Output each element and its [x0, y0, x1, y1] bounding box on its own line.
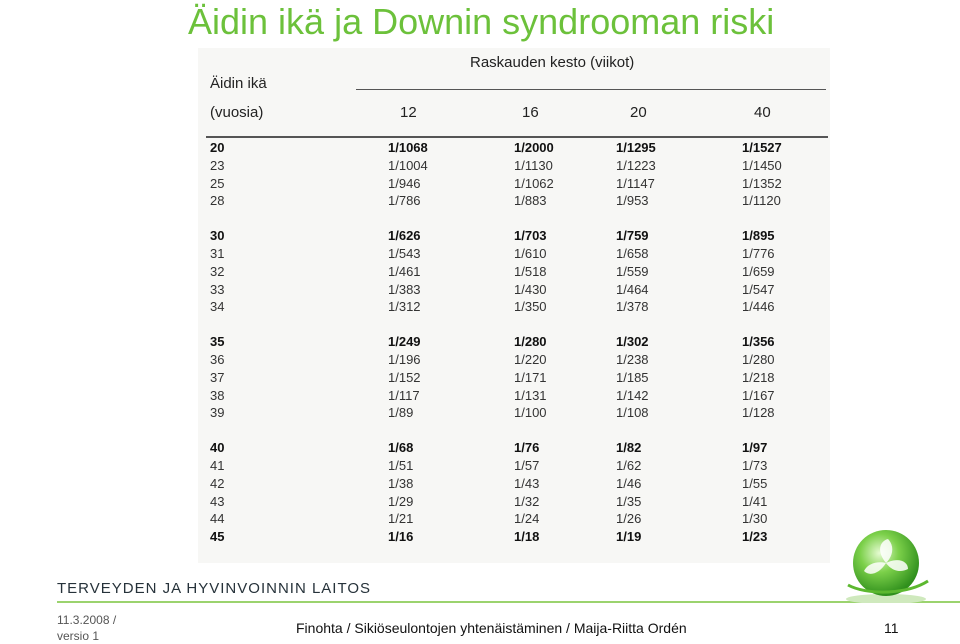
risk-cell: 1/1352: [742, 175, 782, 191]
risk-cell: 1/464: [616, 281, 649, 297]
risk-cell: 1/23: [742, 529, 768, 545]
age-cell: 36: [210, 352, 225, 367]
risk-cell: 1/547: [742, 281, 775, 297]
risk-cell: 1/302: [616, 334, 649, 350]
risk-cell: 1/2000: [514, 140, 554, 155]
risk-cell: 1/62: [616, 458, 642, 473]
row-header-line2: (vuosia): [210, 104, 264, 121]
risk-cell: 1/249: [388, 334, 421, 350]
risk-cell: 1/76: [514, 440, 540, 456]
risk-cell: 1/41: [742, 493, 768, 509]
age-cell: 30: [210, 228, 225, 244]
risk-cell: 1/185: [616, 369, 649, 385]
age-cell: 23: [210, 157, 225, 173]
risk-cell: 1/658: [616, 246, 649, 261]
slide-title: Äidin ikä ja Downin syndrooman riski: [188, 1, 775, 42]
header-rule-top: [356, 89, 826, 90]
risk-cell: 1/108: [616, 405, 649, 421]
risk-cell: 1/89: [388, 405, 414, 421]
risk-cell: 1/100: [514, 405, 547, 421]
risk-cell: 1/1450: [742, 157, 782, 173]
organization-name: TERVEYDEN JA HYVINVOINNIN LAITOS: [57, 580, 372, 597]
risk-cell: 1/559: [616, 263, 649, 279]
age-cell: 31: [210, 246, 225, 261]
risk-cell: 1/35: [616, 493, 642, 509]
risk-cell: 1/776: [742, 246, 775, 261]
risk-cell: 1/312: [388, 299, 421, 315]
age-cell: 25: [210, 175, 225, 191]
risk-cell: 1/518: [514, 263, 547, 279]
risk-cell: 1/430: [514, 281, 547, 297]
row-header-line1: Äidin ikä: [210, 75, 267, 92]
risk-cell: 1/626: [388, 228, 421, 244]
risk-cell: 1/18: [514, 529, 540, 545]
age-cell: 38: [210, 387, 225, 403]
risk-cell: 1/24: [514, 511, 540, 527]
week-header: 12: [400, 104, 417, 121]
risk-cell: 1/356: [742, 334, 775, 350]
risk-cell: 1/883: [514, 193, 547, 209]
risk-cell: 1/68: [388, 440, 414, 456]
week-header: 16: [522, 104, 539, 121]
column-group-header: Raskauden kesto (viikot): [470, 54, 635, 71]
risk-cell: 1/786: [388, 193, 421, 209]
age-cell: 32: [210, 263, 225, 279]
risk-cell: 1/152: [388, 369, 421, 385]
footer-center-text: Finohta / Sikiöseulontojen yhtenäistäminen / Maija-Riitta Ordén: [296, 620, 687, 636]
age-cell: 45: [210, 529, 225, 545]
age-cell: 44: [210, 511, 225, 527]
risk-cell: 1/19: [616, 529, 642, 545]
age-cell: 34: [210, 299, 225, 315]
risk-cell: 1/946: [388, 175, 421, 191]
risk-cell: 1/218: [742, 369, 775, 385]
risk-table: [198, 48, 830, 563]
risk-cell: 1/1130: [514, 157, 553, 173]
age-cell: 35: [210, 334, 225, 350]
risk-cell: 1/30: [742, 511, 768, 527]
risk-cell: 1/32: [514, 493, 540, 509]
risk-cell: 1/350: [514, 299, 547, 315]
risk-cell: 1/953: [616, 193, 649, 209]
risk-cell: 1/383: [388, 281, 421, 297]
risk-cell: 1/21: [388, 511, 414, 527]
age-cell: 37: [210, 369, 225, 385]
risk-cell: 1/895: [742, 228, 775, 244]
footer-date-version: 11.3.2008 / versio 1: [57, 613, 117, 643]
risk-cell: 1/378: [616, 299, 649, 315]
risk-cell: 1/446: [742, 299, 775, 315]
risk-cell: 1/38: [388, 475, 414, 491]
risk-cell: 1/167: [742, 387, 775, 403]
risk-cell: 1/1295: [616, 140, 656, 155]
risk-cell: 1/97: [742, 440, 768, 456]
risk-cell: 1/759: [616, 228, 649, 244]
green-globe-leaf-icon: [836, 525, 932, 605]
week-header: 40: [754, 104, 771, 121]
risk-cell: 1/142: [616, 387, 649, 403]
risk-cell: 1/57: [514, 458, 540, 473]
age-cell: 33: [210, 281, 225, 297]
risk-cell: 1/703: [514, 228, 547, 244]
risk-cell: 1/117: [388, 387, 420, 403]
risk-cell: 1/1004: [388, 157, 428, 173]
header-rule-bottom: [206, 136, 828, 138]
risk-cell: 1/1120: [742, 193, 781, 209]
age-cell: 41: [210, 458, 225, 473]
risk-cell: 1/55: [742, 475, 768, 491]
age-cell: 42: [210, 475, 225, 491]
age-cell: 43: [210, 493, 225, 509]
risk-cell: 1/82: [616, 440, 642, 456]
risk-cell: 1/51: [388, 458, 414, 473]
page-number: 11: [884, 620, 899, 636]
risk-cell: 1/610: [514, 246, 547, 261]
risk-cell: 1/238: [616, 352, 649, 367]
risk-cell: 1/128: [742, 405, 775, 421]
risk-cell: 1/171: [514, 369, 547, 385]
risk-cell: 1/461: [388, 263, 421, 279]
risk-cell: 1/196: [388, 352, 421, 367]
age-cell: 28: [210, 193, 225, 209]
risk-cell: 1/659: [742, 263, 775, 279]
risk-cell: 1/1062: [514, 175, 554, 191]
week-header: 20: [630, 104, 647, 121]
risk-cell: 1/73: [742, 458, 768, 473]
age-cell: 40: [210, 440, 225, 456]
risk-cell: 1/280: [742, 352, 775, 367]
risk-cell: 1/1223: [616, 157, 656, 173]
risk-cell: 1/29: [388, 493, 414, 509]
risk-cell: 1/43: [514, 475, 540, 491]
age-cell: 20: [210, 140, 225, 155]
risk-cell: 1/543: [388, 246, 421, 261]
risk-cell: 1/1068: [388, 140, 428, 155]
risk-cell: 1/280: [514, 334, 547, 350]
risk-cell: 1/16: [388, 529, 414, 545]
risk-cell: 1/220: [514, 352, 547, 367]
risk-cell: 1/131: [514, 387, 547, 403]
risk-cell: 1/1527: [742, 140, 782, 155]
risk-cell: 1/46: [616, 475, 642, 491]
risk-cell: 1/26: [616, 511, 642, 527]
age-cell: 39: [210, 405, 225, 421]
risk-cell: 1/1147: [616, 175, 655, 191]
